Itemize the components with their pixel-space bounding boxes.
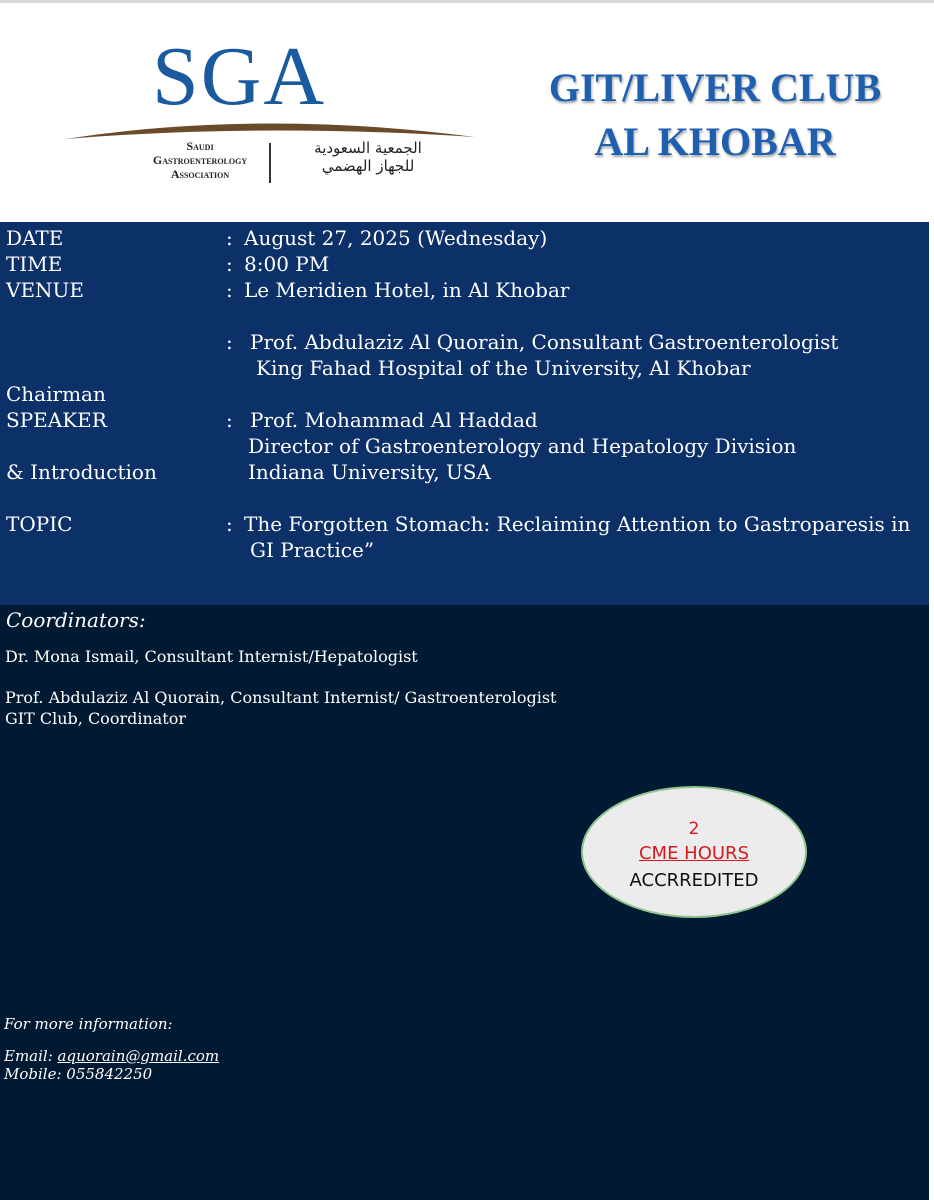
speaker-value-line: Indiana University, USA <box>248 460 491 484</box>
venue-colon: : <box>226 278 233 302</box>
coordinator-2-line: GIT Club, Coordinator <box>5 709 187 728</box>
speaker-value <box>248 407 928 485</box>
club-title <box>505 61 925 169</box>
time-value: 8:00 PM <box>244 252 330 276</box>
date-value: August 27, 2025 (Wednesday) <box>244 226 548 250</box>
logo-english-line: Association <box>170 167 230 181</box>
speaker-value-line: Director of Gastroenterology and Hepatology Division <box>248 434 797 458</box>
mobile-line: Mobile: 055842250 <box>4 1065 153 1083</box>
sga-logo <box>60 30 480 193</box>
cme-hours-label: CME HOURS <box>638 843 749 864</box>
coordinators-panel <box>0 605 929 1200</box>
chairman-value-line: Prof. Abdulaziz Al Quorain, Consultant Gastroenterologist <box>250 330 839 354</box>
logo-arabic-name <box>288 139 448 175</box>
event-details-panel <box>0 222 929 605</box>
venue-label: VENUE <box>6 278 84 302</box>
speaker-value-line: Prof. Mohammad Al Haddad <box>250 408 538 432</box>
topic-value <box>244 511 924 563</box>
date-label: DATE <box>6 226 64 250</box>
logo-english-line: Gastroenterology <box>152 153 248 167</box>
date-colon: : <box>226 226 233 250</box>
coordinators-title: Coordinators: <box>6 608 146 632</box>
venue-value: Le Meridien Hotel, in Al Khobar <box>244 278 570 302</box>
chairman-label-line: & Introduction <box>6 460 157 484</box>
club-title-line: GIT/LIVER CLUB <box>548 65 882 110</box>
email-label: Email: <box>4 1047 58 1065</box>
chairman-colon: : <box>226 330 233 354</box>
coordinator-2-line: Prof. Abdulaziz Al Quorain, Consultant Internist/ Gastroenterologist <box>5 688 557 707</box>
topic-value-line: The Forgotten Stomach: Reclaiming Attention to Gastroparesis in <box>244 512 911 536</box>
cme-badge <box>581 786 807 918</box>
logo-english-name <box>110 139 290 181</box>
more-info-heading: For more information: <box>4 1015 173 1033</box>
coordinator-2 <box>5 687 556 729</box>
email-line <box>4 1047 219 1065</box>
topic-label: TOPIC <box>6 512 73 536</box>
logo-arabic-line: الجمعية السعودية <box>314 139 422 157</box>
chairman-value <box>250 329 930 381</box>
logo-letters: SGA <box>152 30 327 123</box>
time-colon: : <box>226 252 233 276</box>
cme-accredited-label: ACCRREDITED <box>629 870 759 891</box>
logo-divider <box>269 143 271 183</box>
time-label: TIME <box>6 252 63 276</box>
topic-colon: : <box>226 512 233 536</box>
logo-english-line: Saudi <box>186 139 214 153</box>
speaker-colon: : <box>226 408 233 432</box>
club-title-line: AL KHOBAR <box>594 119 836 164</box>
chairman-label <box>6 329 157 537</box>
coordinator-1: Dr. Mona Ismail, Consultant Internist/Hepatologist <box>5 647 418 666</box>
chairman-value-line: King Fahad Hospital of the University, Al Khobar <box>256 356 751 380</box>
header <box>0 3 934 222</box>
topic-value-line: GI Practice” <box>250 538 375 562</box>
cme-hours-number: 2 <box>688 819 700 839</box>
email-link[interactable]: aquorain@gmail.com <box>57 1047 220 1065</box>
logo-arabic-line: للجهاز الهضمي <box>321 157 415 175</box>
speaker-label: SPEAKER <box>6 408 107 432</box>
chairman-label-line: Chairman <box>6 382 106 406</box>
